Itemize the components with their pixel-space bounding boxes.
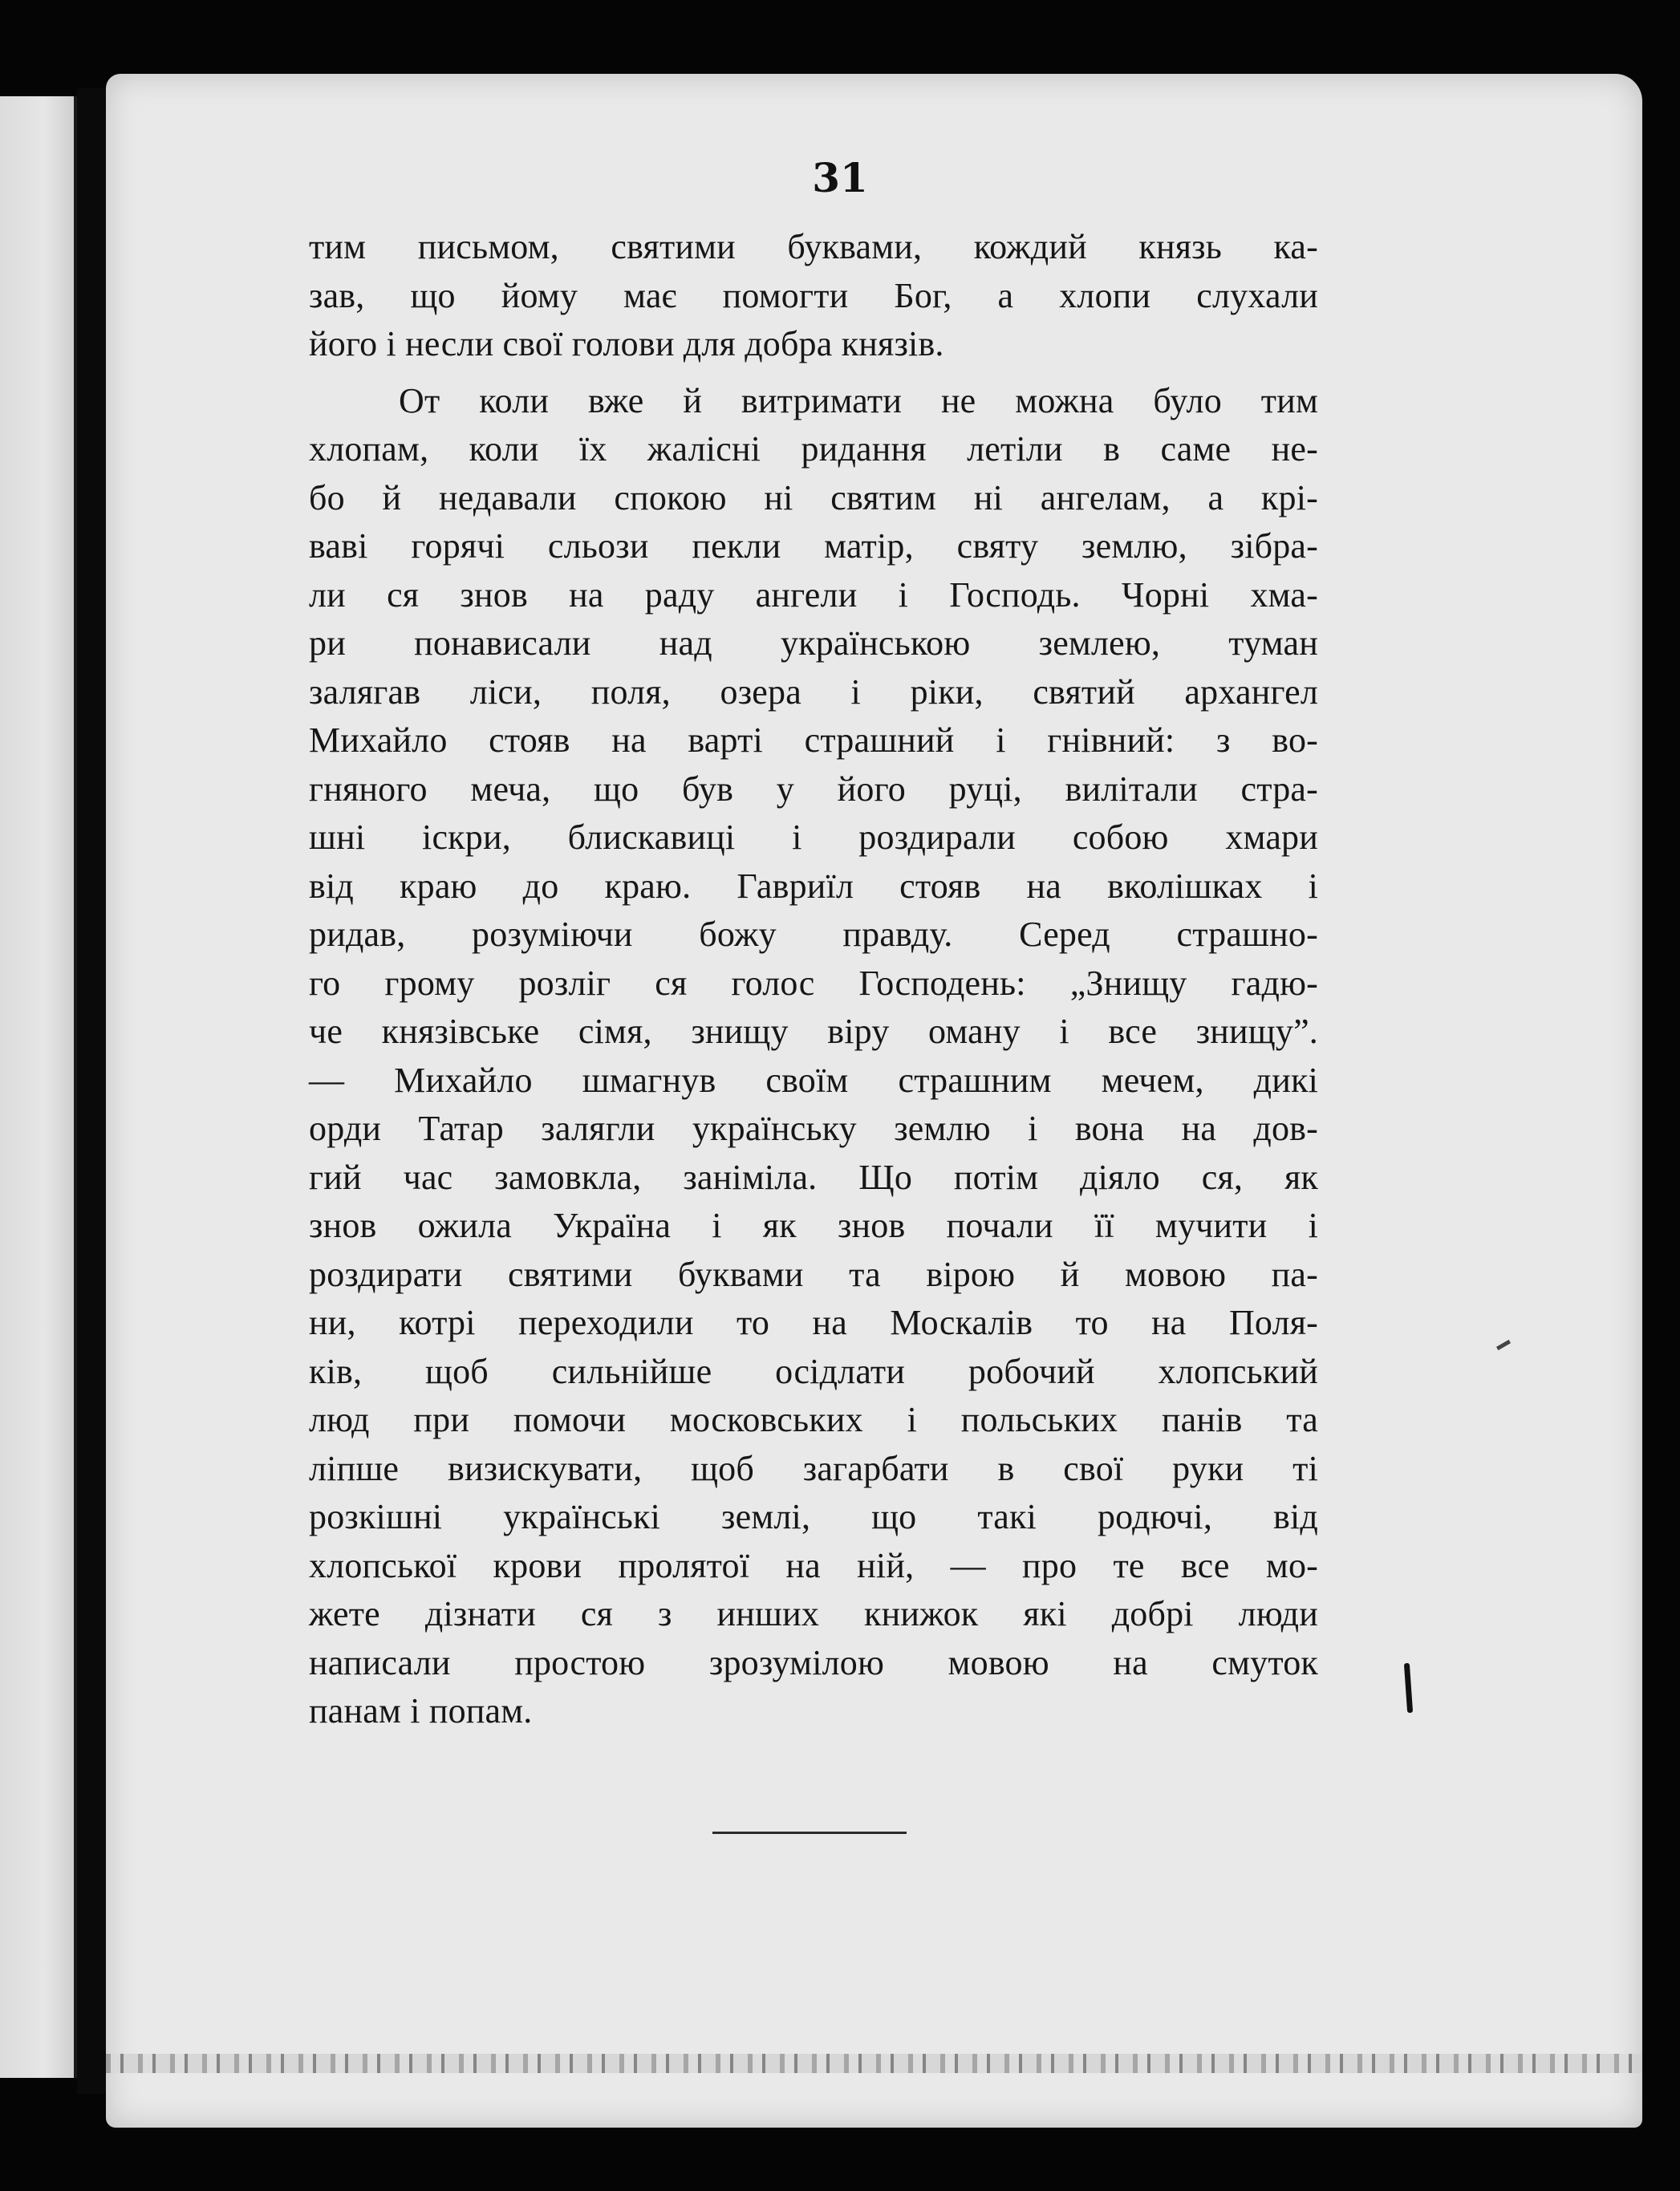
text-line: че князівське сімя, знищу віру оману і все знищу”. <box>309 1012 1318 1051</box>
section-end-rule <box>712 1832 907 1834</box>
facing-page-edge <box>0 96 77 2078</box>
text-line: панам і попам. <box>309 1691 533 1730</box>
text-line: ри понависали над українською землею, туман <box>309 623 1318 663</box>
text-line: його і несли свої голови для добра князів. <box>309 324 944 363</box>
text-line: орди Татар залягли українську землю і вона на дов- <box>309 1109 1318 1148</box>
text-line: — Михайло шмагнув своїм страшним мечем, дикі <box>309 1060 1318 1100</box>
text-line: розкішні українські землі, що такі родючі, від <box>309 1497 1318 1536</box>
text-line: хлопської крови пролятої на ній, — про те все мо- <box>309 1545 1318 1585</box>
text-line: гий час замовкла, заніміла. Що потім діяло ся, як <box>309 1157 1318 1197</box>
text-line: От коли вже й витримати не можна було тим <box>399 380 1318 420</box>
text-line: шні іскри, блискавиці і роздирали собою хмари <box>309 818 1318 857</box>
text-line: написали простою зрозумілою мовою на смуток <box>309 1642 1318 1682</box>
text-line: гняного меча, що був у його руці, вилітали стра- <box>309 769 1318 809</box>
text-line: зав, що йому має помогти Бог, а хлопи слухали <box>309 275 1318 315</box>
text-line: хлопам, коли їх жалісні ридання летіли в саме не- <box>309 429 1318 469</box>
text-line: ваві горячі сльози пекли матір, святу землю, зібра- <box>309 526 1318 566</box>
text-line: від краю до краю. Гавриїл стояв на вколішках і <box>309 866 1318 906</box>
text-line: жете дізнати ся з инших книжок які добрі люди <box>309 1594 1318 1633</box>
text-line: залягав ліси, поля, озера і ріки, святий архангел <box>309 672 1318 712</box>
text-line: го грому розліг ся голос Господень: „Знищу гадю- <box>309 963 1318 1003</box>
page-bottom-edge <box>106 2054 1642 2073</box>
text-line: ридав, розуміючи божу правду. Серед страшно- <box>309 915 1318 954</box>
paragraph-2 <box>309 377 1318 1736</box>
paragraph-1 <box>309 223 1318 369</box>
text-line: ли ся знов на раду ангели і Господь. Чорні хма- <box>309 574 1318 615</box>
text-line: ни, котрі переходили то на Москалів то на Поля- <box>309 1303 1318 1342</box>
text-line: ків, щоб сильнійше осідлати робочий хлопський <box>309 1351 1318 1391</box>
text-line: роздирати святими буквами та вірою й мовою па- <box>309 1254 1318 1294</box>
text-line: Михайло стояв на варті страшний і гнівний: з во- <box>309 720 1318 760</box>
text-line: люд при помочи московських і польських панів та <box>309 1400 1318 1439</box>
text-line: тим письмом, святими буквами, кождий князь ка- <box>309 227 1318 266</box>
text-line: ліпше визискувати, щоб загарбати в свої руки ті <box>309 1448 1318 1488</box>
text-line: знов ожила Україна і як знов почали її мучити і <box>309 1206 1318 1245</box>
book-gutter <box>77 88 106 2094</box>
text-line: бо й недавали спокою ні святим ні ангелам, а крі- <box>309 477 1318 517</box>
body-text <box>309 223 1318 1736</box>
page-number: 31 <box>812 154 868 201</box>
